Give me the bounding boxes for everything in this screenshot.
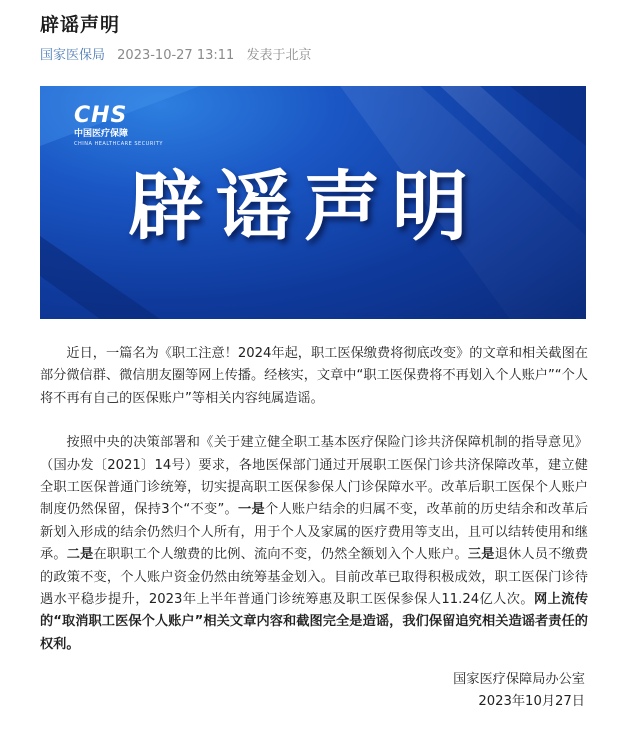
- p2-point-3-label: 三是: [467, 547, 495, 563]
- page-title: 辟谣声明: [40, 14, 121, 36]
- p2-point-2: 在职职工个人缴费的比例、流向不变，仍然全额划入个人账户。: [93, 547, 468, 563]
- p2-point-3: 退休人员不缴费的政策不变，个人账户资金仍然由统筹基金划入。目前改革已取得积极成效，职工医保门诊待遇水平稳步提升，2023年上半年普通门诊统筹惠及职工医保参保人11.24亿人次。: [40, 547, 589, 608]
- article-meta: [40, 44, 311, 63]
- signature: [453, 669, 585, 714]
- logo-cn: 中国医疗保障: [74, 129, 129, 139]
- paragraph-1: 近日，一篇名为《职工注意！2024年起，职工医保缴费将彻底改变》的文章和相关截图在部分微信群、微信朋友圈等网上传播。经核实，文章中“职工医保费将不再划入个人账户”“个人将不再有自己的医保账户”等相关内容纯属造谣。: [40, 346, 588, 406]
- signature-date: 2023年10月27日: [478, 694, 585, 710]
- publish-time: 2023-10-27 13:11: [117, 48, 235, 63]
- paragraph-2: [40, 432, 588, 656]
- author-link[interactable]: 国家医保局: [40, 48, 106, 63]
- p2-point-2-label: 二是: [66, 547, 94, 563]
- banner-heading: 辟谣声明: [128, 162, 480, 251]
- p2-intro: 按照中央的决策部署和《关于建立健全职工基本医疗保险门诊共济保障机制的指导意见》（国办发〔2021〕14号）要求，各地医保部门通过开展职工医保门诊共济保障改革，建立健全职工医保普通门诊统筹，切实提高职工医保参保人门诊保障水平。改革后职工医保个人账户制度仍然保留，保持3个“不变”。: [40, 435, 588, 518]
- article-body: [40, 343, 588, 656]
- logo-abbr: CHS: [74, 103, 128, 128]
- banner-image: [40, 86, 586, 319]
- logo-en: CHINA HEALTHCARE SECURITY: [74, 141, 163, 147]
- signature-org: 国家医疗保障局办公室: [453, 672, 585, 687]
- publish-location: 发表于北京: [246, 48, 312, 63]
- p2-point-1-label: 一是: [238, 502, 265, 518]
- p2-conclusion: 网上流传的“取消职工医保个人账户”相关文章内容和截图完全是造谣，我们保留追究相关造谣者责任的权利。: [40, 592, 589, 652]
- p2-point-1: 个人账户结余的归属不变，改革前的历史结余和改革后新划入形成的结余仍然归个人所有，用于个人及家属的医疗费用等支出，且可以结转使用和继承。: [40, 502, 589, 563]
- chs-logo: [74, 104, 163, 148]
